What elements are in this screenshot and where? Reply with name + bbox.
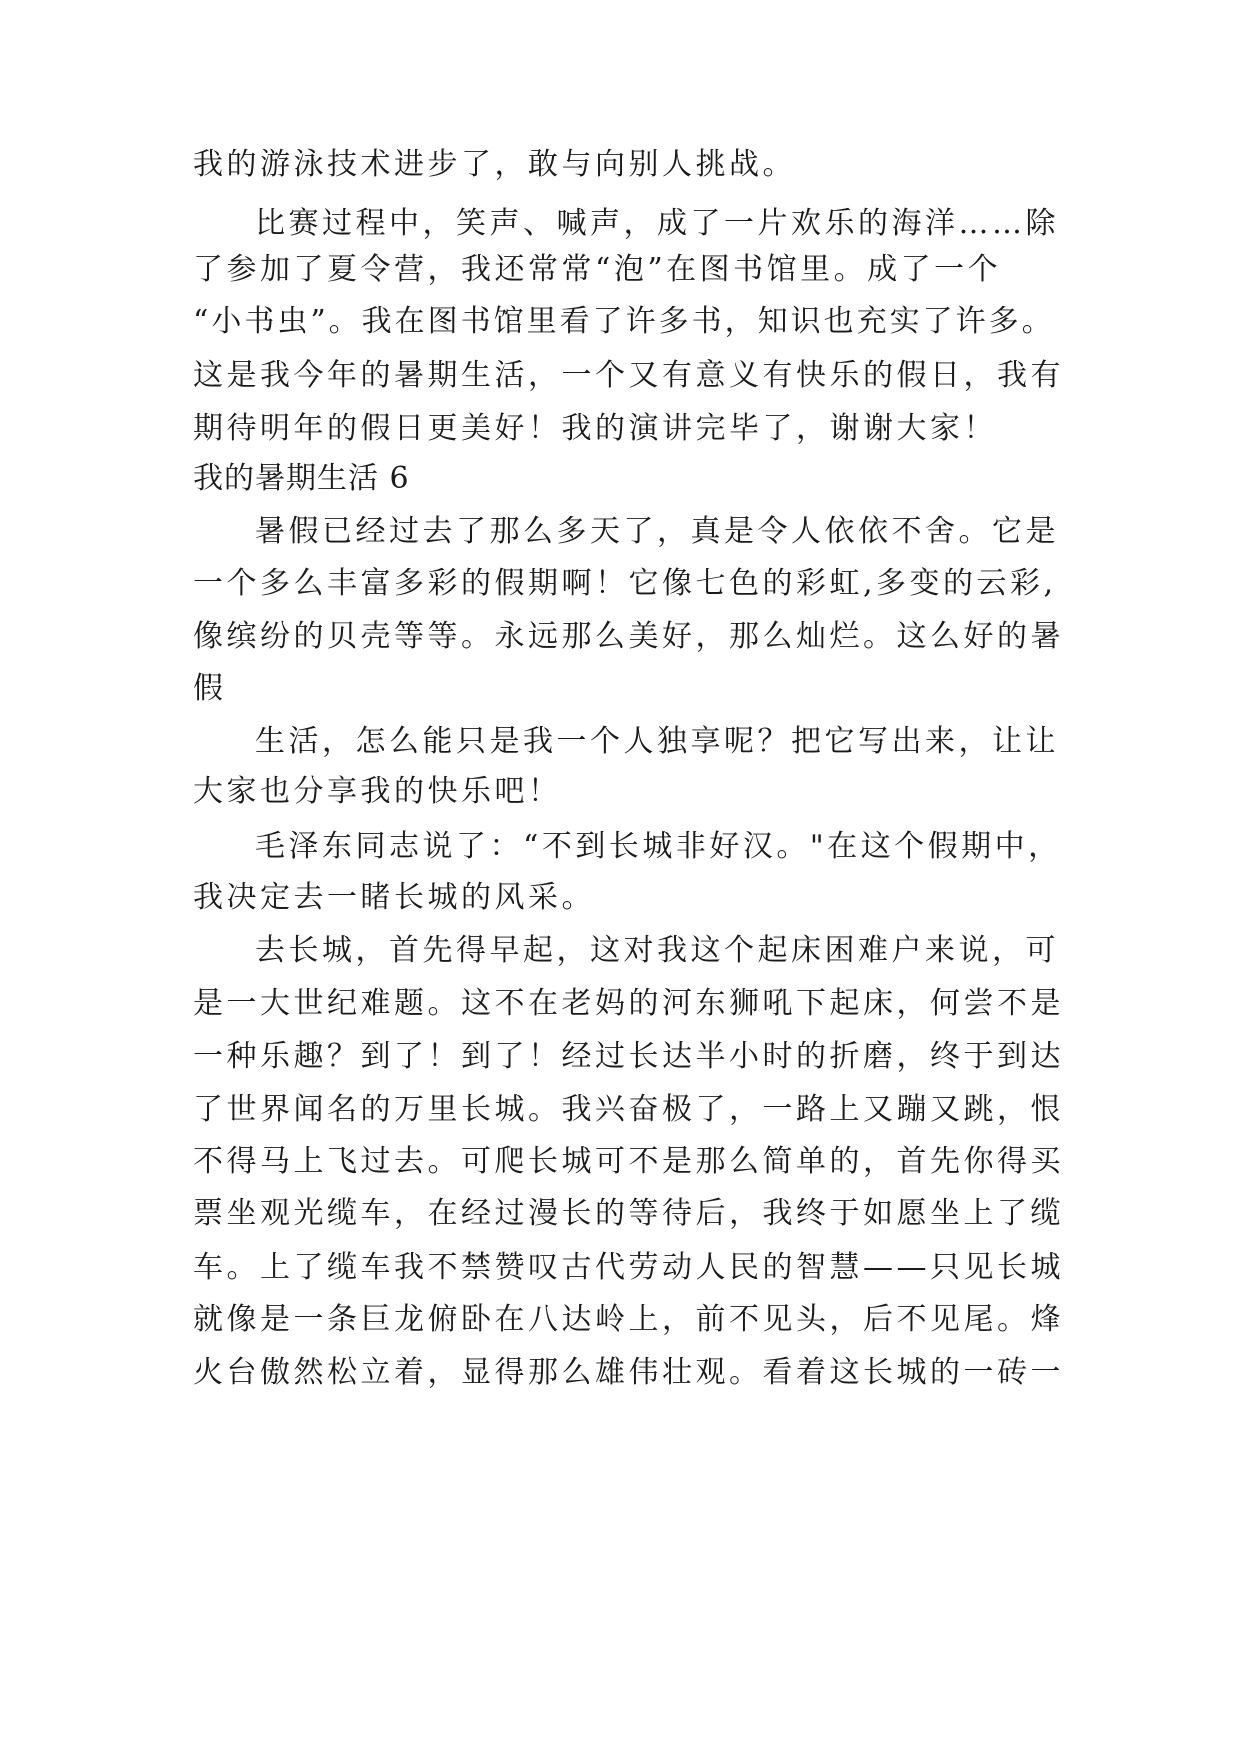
paragraph-start: 毛泽东同志说了：“不到长城非好汉。"在这个假期中， [255,829,1062,864]
text-line: 票坐观光缆车，在经过漫长的等待后，我终于如愿坐上了缆 [193,1196,1064,1231]
text-line: 这是我今年的暑期生活，一个又有意义有快乐的假日，我有 [193,358,1064,393]
text-line: 了世界闻名的万里长城。我兴奋极了，一路上又蹦又跳，恨 [193,1092,1064,1127]
text-line: 期待明年的假日更美好！我的演讲完毕了，谢谢大家！ [193,411,997,446]
text-line: 不得马上飞过去。可爬长城可不是那么简单的，首先你得买 [193,1144,1064,1179]
section-heading: 我的暑期生活 6 [193,461,410,496]
paragraph-start: 去长城，首先得早起，这对我这个起床困难户来说，可 [255,933,1059,968]
text-line: 车。上了缆车我不禁赞叹古代劳动人民的智慧——只见长城 [193,1250,1064,1285]
text-line: 是一大世纪难题。这不在老妈的河东狮吼下起床，何尝不是 [193,986,1064,1021]
text-line: 一个多么丰富多彩的假期啊！它像七色的彩虹,多变的云彩, [193,566,1057,601]
paragraph-start: 暑假已经过去了那么多天了，真是令人依依不舍。它是 [255,514,1059,549]
text-line: 我决定去一睹长城的风采。 [193,880,595,915]
text-line: 像缤纷的贝壳等等。永远那么美好，那么灿烂。这么好的暑 [193,619,1064,654]
text-line: 火台傲然松立着，显得那么雄伟壮观。看着这长城的一砖一 [193,1355,1064,1390]
text-line: 大家也分享我的快乐吧！ [193,774,562,809]
text-line: 一种乐趣？到了！到了！经过长达半小时的折磨，终于到达 [193,1039,1064,1074]
text-line: 假 [193,671,227,706]
text-line: 了参加了夏令营，我还常常“泡”在图书馆里。成了一个 [193,252,1002,287]
text-line: 我的游泳技术进步了，敢与向别人挑战。 [193,147,796,182]
paragraph-start: 生活，怎么能只是我一个人独享呢？把它写出来，让让 [255,724,1059,759]
text-line: 就像是一条巨龙俯卧在八达岭上，前不见头，后不见尾。烽 [193,1302,1064,1337]
paragraph-start: 比赛过程中，笑声、喊声，成了一片欢乐的海洋……除 [255,206,1059,241]
text-line: “小书虫”。我在图书馆里看了许多书，知识也充实了许多。 [193,304,1055,339]
